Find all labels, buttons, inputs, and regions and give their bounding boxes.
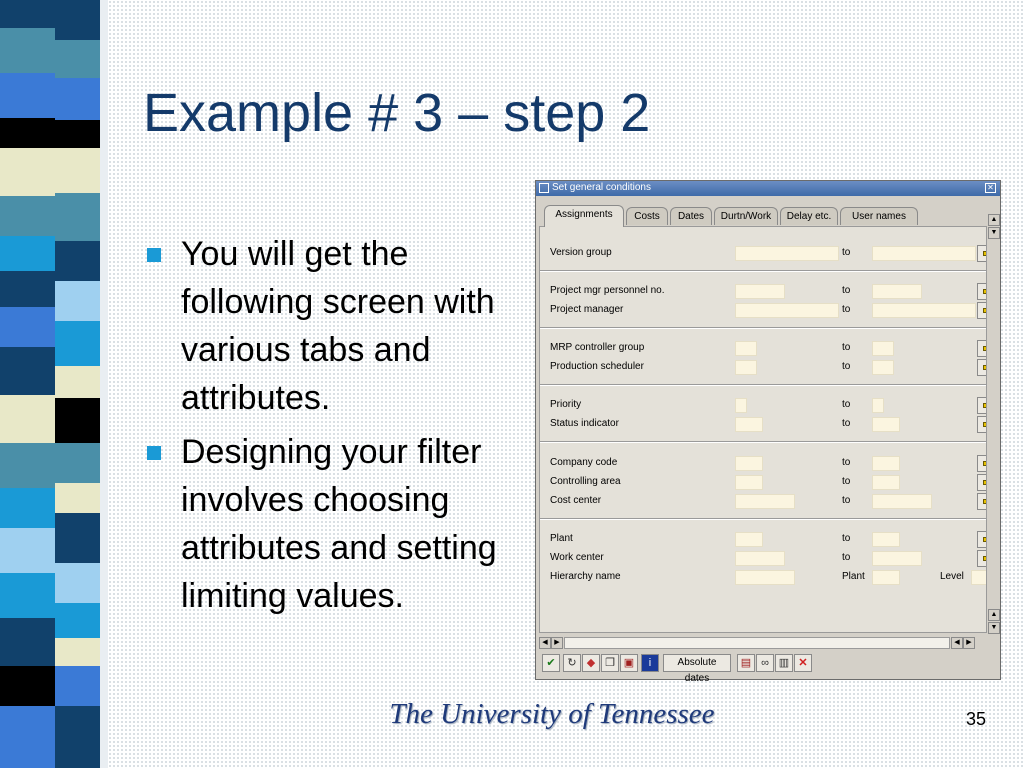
to-label: to (842, 304, 851, 315)
multiple-selection-button[interactable] (977, 245, 987, 262)
stripe-block (55, 366, 100, 398)
to-label: to (842, 418, 851, 429)
scroll-track[interactable] (564, 637, 950, 649)
to-label: to (842, 476, 851, 487)
check-icon[interactable]: ✔ (542, 654, 560, 672)
row-label-work-center: Work center (550, 552, 604, 563)
stripe-block (55, 241, 100, 281)
criteria-row (545, 417, 987, 432)
project-manager-to-input[interactable] (872, 303, 976, 318)
stripe-block (55, 483, 100, 513)
arrow-icon (983, 308, 987, 313)
tab-delay-etc[interactable]: Delay etc. (780, 207, 838, 225)
to-label: to (842, 399, 851, 410)
bullet-item (145, 428, 535, 620)
arrow-icon (983, 289, 987, 294)
row-label-controlling-area: Controlling area (550, 476, 621, 487)
priority-from-input[interactable] (735, 398, 747, 413)
stripe-block (0, 618, 55, 666)
arrow-icon (983, 422, 987, 427)
work-center-to-input[interactable] (872, 551, 922, 566)
slide-title: Example # 3 – step 2 (143, 83, 651, 143)
cancel-icon[interactable]: ✕ (794, 654, 812, 672)
decorative-stripe-bar (0, 0, 118, 768)
dialog-title: Set general conditions (552, 182, 651, 193)
scroll-down-arrow-icon[interactable]: ▼ (988, 227, 1000, 239)
bullet-list (145, 230, 535, 626)
multiple-selection-button[interactable] (977, 474, 987, 491)
tab-durtn-work[interactable]: Durtn/Work (714, 207, 778, 225)
work-center-from-input[interactable] (735, 551, 785, 566)
group-separator (540, 270, 987, 272)
criteria-row (545, 246, 987, 261)
bullet-square-icon (147, 248, 161, 262)
row-label-production-scheduler: Production scheduler (550, 361, 644, 372)
tab-strip (544, 205, 984, 227)
copy-icon[interactable]: ❐ (601, 654, 619, 672)
bullet-item (145, 230, 535, 422)
stripe-block (55, 40, 100, 78)
project-mgr-personnel-no-from-input[interactable] (735, 284, 785, 299)
row-label-project-manager: Project manager (550, 304, 624, 315)
bullet-square-icon (147, 446, 161, 460)
scroll-left-arrow-icon[interactable]: ◀ (951, 637, 963, 649)
multiple-selection-button[interactable] (977, 359, 987, 376)
criteria-row (545, 360, 987, 375)
arrow-icon (983, 346, 987, 351)
tab-dates[interactable]: Dates (670, 207, 712, 225)
delete-icon[interactable]: ▥ (775, 654, 793, 672)
info-icon[interactable]: i (641, 654, 659, 672)
hierarchy-plant-input[interactable] (872, 570, 900, 585)
to-label: to (842, 533, 851, 544)
multiple-selection-button[interactable] (977, 550, 987, 567)
page-number: 35 (966, 709, 987, 729)
to-label: to (842, 342, 851, 353)
multiple-selection-button[interactable] (977, 397, 987, 414)
criteria-row (545, 532, 987, 547)
criteria-row (545, 284, 987, 299)
window-icon (539, 183, 549, 193)
stripe-block (55, 603, 100, 638)
multiple-selection-button[interactable] (977, 340, 987, 357)
dialog-toolbar (539, 654, 997, 684)
cost-center-from-input[interactable] (735, 494, 795, 509)
arrow-icon (983, 403, 987, 408)
multiple-selection-button[interactable] (977, 493, 987, 510)
footer-university-name: The University of Tennessee (389, 698, 715, 730)
multiple-selection-button[interactable] (977, 531, 987, 548)
dialog-titlebar (536, 181, 1000, 196)
stripe-block (0, 307, 55, 347)
vertical-scrollbar[interactable] (988, 214, 1000, 634)
arrow-icon (983, 499, 987, 504)
scroll-left-arrow-icon[interactable]: ◀ (539, 637, 551, 649)
row-label-plant: Plant (550, 533, 573, 544)
criteria-row (545, 398, 987, 413)
row-label-cost-center: Cost center (550, 495, 602, 506)
criteria-row (545, 303, 987, 318)
to-label: to (842, 552, 851, 563)
stripe-block (55, 78, 100, 120)
absolute-dates-button[interactable]: Absolute dates (663, 654, 731, 672)
stripe-block (55, 563, 100, 603)
company-code-to-input[interactable] (872, 456, 900, 471)
controlling-area-to-input[interactable] (872, 475, 900, 490)
tab-costs[interactable]: Costs (626, 207, 668, 225)
plant-to-input[interactable] (872, 532, 900, 547)
tab-assignments[interactable]: Assignments (544, 205, 624, 227)
arrow-icon (983, 365, 987, 370)
scroll-up-arrow-icon[interactable]: ▲ (988, 214, 1000, 226)
stripe-block (0, 118, 55, 148)
stripe-block (55, 513, 100, 563)
criteria-row (545, 494, 987, 509)
arrow-icon (983, 251, 987, 256)
close-icon[interactable]: ✕ (985, 183, 996, 193)
stripe-block (0, 196, 55, 236)
bullet-text: Designing your filter involves choosing attributes and setting limiting values. (181, 433, 497, 615)
criteria-row (545, 570, 987, 585)
priority-to-input[interactable] (872, 398, 884, 413)
group-separator (540, 441, 987, 443)
stripe-block (0, 488, 55, 528)
stripe-block (55, 148, 100, 193)
company-code-from-input[interactable] (735, 456, 763, 471)
stripe-block (0, 73, 55, 118)
multiple-selection-button[interactable] (977, 302, 987, 319)
to-label: to (842, 495, 851, 506)
save-icon[interactable]: ▤ (737, 654, 755, 672)
save-variant-icon[interactable]: ▣ (620, 654, 638, 672)
stripe-block (55, 281, 100, 321)
controlling-area-from-input[interactable] (735, 475, 763, 490)
row-label-hierarchy-name: Hierarchy name (550, 571, 621, 582)
tab-user-names[interactable]: User names (840, 207, 918, 225)
scroll-right-arrow-icon[interactable]: ▶ (963, 637, 975, 649)
arrow-icon (983, 461, 987, 466)
criteria-row (545, 341, 987, 356)
multiple-selection-button[interactable] (977, 283, 987, 300)
stripe-block (55, 398, 100, 443)
scroll-right-arrow-icon[interactable]: ▶ (551, 637, 563, 649)
level-label: Level (940, 571, 964, 582)
project-mgr-personnel-no-to-input[interactable] (872, 284, 922, 299)
to-label: to (842, 361, 851, 372)
stripe-block (0, 0, 55, 28)
plant-label: Plant (842, 571, 865, 582)
to-label: to (842, 457, 851, 468)
stripe-block (0, 271, 55, 307)
version-group-from-input[interactable] (735, 246, 839, 261)
production-scheduler-from-input[interactable] (735, 360, 757, 375)
mrp-controller-group-to-input[interactable] (872, 341, 894, 356)
status-indicator-to-input[interactable] (872, 417, 900, 432)
row-label-priority: Priority (550, 399, 582, 410)
hierarchy-name-input[interactable] (735, 570, 795, 585)
criteria-row (545, 551, 987, 566)
multiple-selection-button[interactable] (977, 416, 987, 433)
group-separator (540, 327, 987, 329)
stripe-block (55, 443, 100, 483)
project-manager-from-input[interactable] (735, 303, 839, 318)
multiple-selection-button[interactable] (977, 455, 987, 472)
scroll-up-arrow-icon[interactable]: ▲ (988, 609, 1000, 621)
row-label-status-indicator: Status indicator (550, 418, 619, 429)
plant-from-input[interactable] (735, 532, 763, 547)
selection-options-icon[interactable]: ◆ (582, 654, 600, 672)
row-label-mrp-controller-group: MRP controller group (550, 342, 645, 353)
to-label: to (842, 247, 851, 258)
arrow-icon (983, 556, 987, 561)
stripe-block (55, 638, 100, 666)
sap-dialog-window (535, 180, 1001, 684)
arrow-icon (983, 480, 987, 485)
level-input[interactable] (971, 570, 987, 585)
production-scheduler-to-input[interactable] (872, 360, 894, 375)
row-label-project-mgr-personnel-no: Project mgr personnel no. (550, 285, 665, 296)
stripe-block (0, 236, 55, 271)
stripe-block (0, 573, 55, 618)
glasses-icon[interactable]: ∞ (756, 654, 774, 672)
stripe-block (0, 148, 55, 196)
stripe-block (0, 395, 55, 443)
horizontal-scrollbar[interactable] (539, 637, 987, 650)
status-indicator-from-input[interactable] (735, 417, 763, 432)
row-label-version-group: Version group (550, 247, 612, 258)
stripe-block (0, 443, 55, 488)
stripe-block (0, 347, 55, 395)
bullet-text: You will get the following screen with various tabs and attributes. (181, 235, 495, 417)
criteria-row (545, 475, 987, 490)
version-group-to-input[interactable] (872, 246, 976, 261)
stripe-block (55, 0, 100, 40)
stripe-block (0, 28, 55, 73)
refresh-icon[interactable]: ↻ (563, 654, 581, 672)
stripe-block (0, 528, 55, 573)
to-label: to (842, 285, 851, 296)
arrow-icon (983, 537, 987, 542)
cost-center-to-input[interactable] (872, 494, 932, 509)
group-separator (540, 518, 987, 520)
mrp-controller-group-from-input[interactable] (735, 341, 757, 356)
criteria-row (545, 456, 987, 471)
group-separator (540, 384, 987, 386)
stripe-block (55, 193, 100, 241)
stripe-edge (100, 0, 108, 768)
stripe-block (55, 120, 100, 148)
row-label-company-code: Company code (550, 457, 618, 468)
scroll-down-arrow-icon[interactable]: ▼ (988, 622, 1000, 634)
stripe-block (55, 321, 100, 366)
assignments-panel (539, 226, 987, 633)
